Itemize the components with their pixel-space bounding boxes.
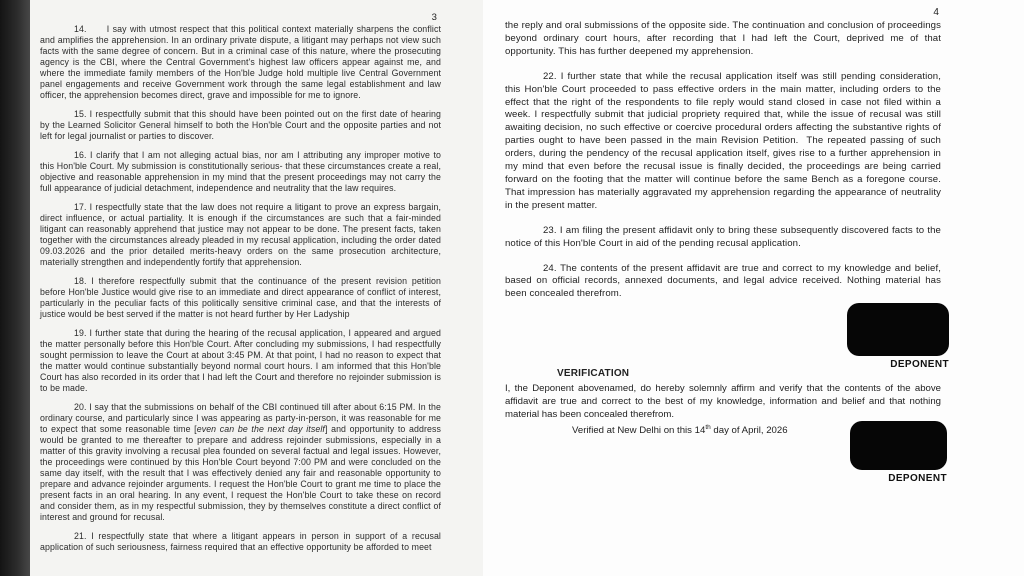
paragraph-24: 24. The contents of the present affidavit are true and correct to my knowledge and belief, based on official records, annexed documents, and legal advice received. Nothing material has been concealed therefrom. <box>505 262 941 300</box>
paragraph-15: 15. I respectfully submit that this should have been pointed out on the first date of hearing by the Learned Solicitor General himself to both the Hon'ble Court and the opposite parties and not left for legal journalist or parties to discover. <box>40 109 441 141</box>
paragraph-20-pre: 20. I say that the submissions on behalf of the CBI continued till after about 6:15 PM. In the ordinary course, and particularly since I was appearing as party-in-person, it was reasonable for me to expect that some reasonable time [ <box>40 402 441 434</box>
verification-heading: VERIFICATION <box>557 368 630 379</box>
deponent-label-1: DEPONENT <box>890 359 949 370</box>
paragraph-21: 21. I respectfully state that where a litigant appears in person in support of a recusal application of such seriousness, fairness required that an effective opportunity be afforded to meet <box>40 531 441 552</box>
paragraph-22: 22. I further state that while the recusal application itself was still pending consideration, this Hon'ble Court proceeded to pass effective orders in the main matter, including orders to the effect that the right of the respondents to file reply would stand closed in case not filed within a week. I respectfully submit that judicial propriety required that, while the issue of recusal was still awaiting decision, no such effective or coercive procedural orders affecting the substantive rights of parties ought to have been passed in the main Revision Petition. The repeated passing of such orders, during the pendency of the recusal application itself, gives rise to a further apprehension in my mind that even before the recusal issue is finally decided, the proceedings are being carried forward on the footing that the matter will continue before the same Bench as a foregone course. That impression has materially aggravated my apprehension regarding the appearance of neutrality in the present matter. <box>505 70 941 211</box>
deponent-label-2: DEPONENT <box>888 473 947 484</box>
paragraph-18: 18. I therefore respectfully submit that the continuance of the present revision petition before Hon'ble Justice would give rise to an immediate and direct appearance of conflict of interest, particularly in the peculiar facts of this politically sensitive criminal case, and that the interests of justice would be best served if the matter is not heard further by Her Ladyship <box>40 276 441 319</box>
paragraph-19: 19. I further state that during the hearing of the recusal application, I appeared and argued the matter personally before this Hon'ble Court. After concluding my submissions, I had respectfully sought permission to leave the Court at about 3:45 PM. At that point, I had no reason to expect that the matter would continue substantially beyond normal court hours. I am informed that this Hon'ble Court has also recorded in its order that I had left the Court and therefore no rejoinder submission is to be made. <box>40 328 441 393</box>
signature-redaction-box-1 <box>847 303 949 356</box>
verification-body: I, the Deponent abovenamed, do hereby solemnly affirm and verify that the contents of the above affidavit are true and correct to the best of my knowledge, information and belief and that nothing material has been concealed therefrom. <box>505 382 941 420</box>
paragraph-20 <box>40 402 441 523</box>
page-3-text-column <box>40 13 441 553</box>
page-number-4: 4 <box>933 7 939 18</box>
paragraph-14: 14. I say with utmost respect that this political context materially sharpens the conflict and amplifies the apprehension. In an ordinary private dispute, a litigant may perhaps not view such facts with the same degree of concern. But in a criminal case of this nature, where the prosecuting agency is the CBI, where the Central Government's highest law officers appear against me, and where the immediate family members of the Hon'ble Judge hold multiple live Central Government panel engagements and receive Government work through the same legal establishment and law officer, the apprehension becomes direct, grave and impossible for me to ignore. <box>40 24 441 100</box>
paragraph-17: 17. I respectfully state that the law does not require a litigant to prove an express bargain, direct influence, or actual partiality. It is enough if the circumstances are such that a fair-minded litigant can reasonably apprehend that justice may not appear to be done. The present facts, taken together with the circumstances already pleaded in my recusal application, including the order dated 09.03.2026 and the prior detailed merits-heavy orders on the same prosecution architecture, materially strengthen and independently fortify that apprehension. <box>40 202 441 267</box>
page-number-3: 3 <box>431 12 437 23</box>
page-4-text-column <box>505 7 941 301</box>
paragraph-20-post: ] and opportunity to address would be granted to me thereafter to prepare and address rejoinder submissions, especially in a matter of this gravity involving a recusal plea founded on several factual and legal issues. However, the proceedings were continued by this Hon'ble Court beyond 7:00 PM and were concluded on the same day itself, with the result that I was effectively denied any fair and reasonable opportunity to prepare and advance rejoinder arguments. I request the Hon'ble Court to grant me time to place the present facts in an oral hearing. In any event, I request the Hon'ble Court to take these on record and consider them, as in my respectful submission, they by themselves constitute a direct conflict of interest and ground for recusal. <box>40 424 441 522</box>
verified-ordinal-suffix: th <box>705 423 711 431</box>
signature-redaction-box-2 <box>850 421 947 470</box>
page-4 <box>483 0 1024 576</box>
paragraph-20-italic: even can be the next day itself <box>196 424 325 434</box>
page-3 <box>30 0 483 576</box>
verified-text-pre: Verified at New Delhi on this 14 <box>572 424 706 436</box>
verified-text-post: day of April, 2026 <box>710 424 788 436</box>
paragraph-16: 16. I clarify that I am not alleging actual bias, nor am I attributing any improper motive to this Hon'ble Court. My submission is constitutionally serious- that these circumstances create a real, objective and reasonable apprehension in my mind that the present proceedings may not carry the full appearance of judicial detachment, independence and neutrality that the law requires. <box>40 150 441 193</box>
page-edge-strip <box>0 0 30 576</box>
paragraph-21-continuation: the reply and oral submissions of the opposite side. The continuation and conclusion of proceedings beyond ordinary court hours, after recording that I had left the Court, deprived me of that opportunity. This has further deepened my apprehension. <box>505 20 941 57</box>
paragraph-23: 23. I am filing the present affidavit only to bring these subsequently discovered facts to the notice of this Hon'ble Court in aid of the pending recusal application. <box>505 224 941 249</box>
